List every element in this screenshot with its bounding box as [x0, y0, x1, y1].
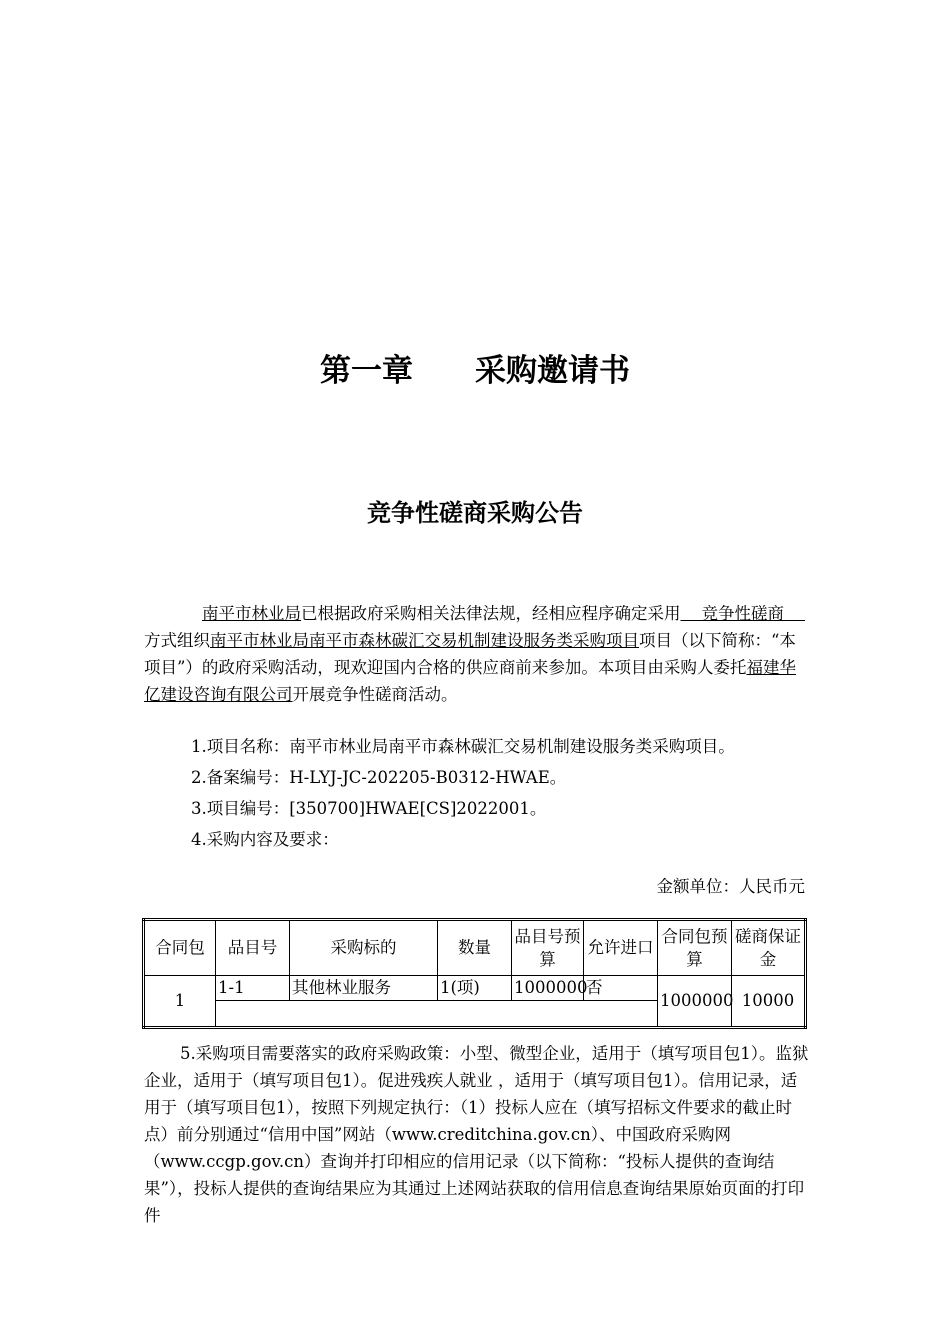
- intro-text-3: 项目（以下简称：“本项目”）的政府采购活动，现欢迎国内合格的供应商前来参加。本项目由采购人委托: [144, 631, 796, 677]
- intro-text-2: 方式组织: [144, 631, 210, 650]
- purchaser-name: 南平市林业局: [202, 604, 301, 623]
- chapter-title: 采购邀请书: [475, 353, 630, 389]
- item-project-number: 3.项目编号：[350700]HWAE[CS]2022001。: [191, 799, 547, 818]
- empty-cell: [216, 1001, 658, 1028]
- procurement-method: 竞争性磋商: [680, 604, 805, 623]
- amount-unit: 金额单位：人民币元: [656, 877, 805, 896]
- intro-text-4: 开展竞争性磋商活动。: [292, 685, 458, 704]
- header-cell: 品目号: [216, 920, 290, 976]
- chapter-number: 第一章: [320, 353, 413, 389]
- agency-name: 福建华亿建设咨询有限公司: [144, 658, 796, 704]
- table-header-row: [144, 920, 806, 976]
- package-budget-cell: 1000000: [658, 975, 732, 1027]
- import-allowed-cell: 否: [584, 975, 658, 1001]
- subject-cell: 其他林业服务: [290, 975, 438, 1001]
- header-cell: 采购标的: [290, 920, 438, 976]
- notice-title: 竞争性磋商采购公告: [367, 499, 583, 527]
- item-number-cell: 1-1: [216, 975, 290, 1001]
- chapter-heading: [0, 345, 950, 390]
- header-cell: 数量: [438, 920, 512, 976]
- header-cell: 磋商保证金: [732, 920, 806, 976]
- item-budget-cell: 1000000: [512, 975, 584, 1001]
- policy-paragraph: 5.采购项目需要落实的政府采购政策：小型、微型企业，适用于（填写项目包1）。监狱企业，适用于（填写项目包1）。促进残疾人就业 ，适用于（填写项目包1）。信用记录，适用于（填写项目包1），按照下列规定执行：（1）投标人应在（填写招标文件要求的截止时点）前分别通过“信用中国”网站（www.creditchina.gov.cn）、中国政府采购网（www.ccgp.gov.cn）查询并打印相应的信用记录（以下简称：“投标人提供的查询结果”），投标人提供的查询结果应为其通过上述网站获取的信用信息查询结果原始页面的打印件: [144, 1044, 809, 1225]
- procurement-table: [142, 918, 807, 1029]
- intro-text-1: 已根据政府采购相关法律法规，经相应程序确定采用: [301, 604, 681, 623]
- item-content-requirements: 4.采购内容及要求：: [191, 830, 339, 849]
- header-cell: 品目号预算: [512, 920, 584, 976]
- table-row: [144, 975, 806, 1001]
- item-project-name: 1.项目名称：南平市林业局南平市森林碳汇交易机制建设服务类采购项目。: [191, 737, 735, 756]
- item-record-number: 2.备案编号：H-LYJ-JC-202205-B0312-HWAE。: [191, 768, 567, 787]
- deposit-cell: 10000: [732, 975, 806, 1027]
- quantity-cell: 1(项): [438, 975, 512, 1001]
- header-cell: 合同包预算: [658, 920, 732, 976]
- package-cell: 1: [144, 975, 216, 1027]
- intro-paragraph: [144, 600, 812, 708]
- project-name: 南平市林业局南平市森林碳汇交易机制建设服务类采购项目: [210, 631, 639, 650]
- header-cell: 允许进口: [584, 920, 658, 976]
- header-cell: 合同包: [144, 920, 216, 976]
